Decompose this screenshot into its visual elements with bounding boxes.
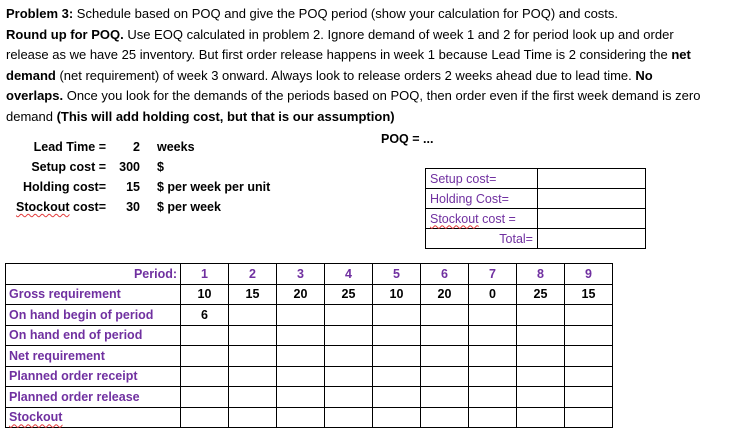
total-cost-cell-value[interactable] (538, 229, 646, 249)
setup-cost-value: 300 (119, 160, 140, 174)
stockout-word: Stockout (430, 211, 479, 226)
table-cell[interactable] (421, 325, 469, 346)
stockout-label-rest: cost= (69, 200, 106, 214)
stockout-cost-unit: $ per week (157, 200, 221, 214)
poq-label: POQ = ... (381, 132, 434, 146)
table-cell[interactable] (517, 325, 565, 346)
table-cell[interactable] (229, 387, 277, 408)
cost-row-setup (426, 169, 646, 189)
cost-row-holding (426, 189, 646, 209)
problem-line-3 (6, 45, 746, 66)
table-cell[interactable] (229, 325, 277, 346)
table-cell[interactable] (373, 366, 421, 387)
problem-text: demand (6, 108, 57, 124)
table-row (6, 346, 613, 367)
stockout-cost-cell-value[interactable] (538, 209, 646, 229)
table-cell[interactable] (517, 346, 565, 367)
table-cell[interactable] (565, 305, 613, 326)
table-cell[interactable]: 15 (229, 284, 277, 305)
row-label (6, 407, 181, 428)
setup-cost-label: Setup cost = (31, 160, 106, 174)
holding-cost-value: 15 (126, 180, 140, 194)
table-cell[interactable] (229, 305, 277, 326)
table-cell[interactable] (517, 305, 565, 326)
problem-bold-text: Round up for POQ. (6, 26, 124, 42)
period-3: 3 (277, 264, 325, 285)
table-cell[interactable]: 25 (517, 284, 565, 305)
table-cell[interactable] (277, 305, 325, 326)
problem-line-1 (6, 4, 746, 25)
table-cell[interactable] (565, 407, 613, 428)
table-cell[interactable] (421, 305, 469, 326)
table-cell[interactable] (469, 305, 517, 326)
table-cell[interactable]: 20 (421, 284, 469, 305)
table-row (6, 305, 613, 326)
table-cell[interactable] (469, 387, 517, 408)
table-cell[interactable] (181, 366, 229, 387)
table-cell[interactable]: 10 (181, 284, 229, 305)
stockout-word: Stockout (16, 200, 70, 214)
cost-row-stockout (426, 209, 646, 229)
table-cell[interactable] (229, 366, 277, 387)
period-6: 6 (421, 264, 469, 285)
table-cell[interactable] (277, 407, 325, 428)
row-label: On hand begin of period (6, 305, 181, 326)
stockout-cost-label (14, 197, 106, 217)
table-cell[interactable]: 20 (277, 284, 325, 305)
problem-bold-text: overlaps. (6, 88, 64, 103)
setup-cost-cell-value[interactable] (538, 169, 646, 189)
table-cell[interactable] (325, 346, 373, 367)
table-cell[interactable] (277, 325, 325, 346)
table-cell[interactable] (565, 325, 613, 346)
table-cell[interactable] (325, 325, 373, 346)
table-cell[interactable] (373, 387, 421, 408)
problem-line-2 (6, 25, 746, 46)
table-cell[interactable] (469, 325, 517, 346)
period-8: 8 (517, 264, 565, 285)
problem-text: Once you look for the demands of the periods based on POQ, then order even if the first week demand is zero (63, 88, 701, 103)
problem-bold-text: net (671, 47, 691, 62)
table-cell[interactable] (565, 346, 613, 367)
table-row (6, 387, 613, 408)
table-cell[interactable]: 25 (325, 284, 373, 305)
table-cell[interactable]: 6 (181, 305, 229, 326)
cost-summary-table (425, 168, 646, 249)
table-cell[interactable] (325, 387, 373, 408)
stockout-label-rest: cost = (478, 211, 516, 226)
problem-statement (6, 4, 746, 127)
problem-text: Schedule based on POQ and give the POQ period (show your calculation for POQ) and costs. (73, 6, 619, 21)
mrp-schedule-table (5, 263, 613, 428)
setup-cost-cell-label: Setup cost= (426, 169, 538, 189)
stockout-cost-value: 30 (126, 200, 140, 214)
table-cell[interactable]: 10 (373, 284, 421, 305)
table-cell[interactable] (469, 346, 517, 367)
table-cell[interactable] (469, 407, 517, 428)
cost-row-total (426, 229, 646, 249)
period-7: 7 (469, 264, 517, 285)
setup-cost-unit: $ (157, 160, 164, 174)
table-cell[interactable] (517, 407, 565, 428)
table-cell[interactable] (181, 325, 229, 346)
table-cell[interactable] (181, 346, 229, 367)
row-label: Planned order receipt (6, 366, 181, 387)
period-label: Period: (6, 264, 181, 285)
row-label: Net requirement (6, 346, 181, 367)
stockout-cost-cell-label (426, 209, 538, 229)
problem-text: release as we have 25 inventory. But first order release happens in week 1 because Lead Time is 2 considering the (6, 47, 672, 62)
row-label: Gross requirement (6, 284, 181, 305)
table-row (6, 407, 613, 428)
table-cell[interactable] (373, 346, 421, 367)
problem-bold-text: (This will add holding cost, but that is our assumption) (56, 108, 395, 124)
problem-line-5 (6, 86, 746, 107)
period-1: 1 (181, 264, 229, 285)
table-cell[interactable] (373, 407, 421, 428)
table-cell[interactable] (229, 407, 277, 428)
problem-line-4 (6, 66, 746, 87)
table-cell[interactable] (277, 387, 325, 408)
table-cell[interactable] (229, 346, 277, 367)
table-cell[interactable] (517, 366, 565, 387)
lead-time-label: Lead Time = (33, 140, 106, 154)
stockout-word: Stockout (9, 410, 63, 425)
period-5: 5 (373, 264, 421, 285)
problem-heading: Problem 3: (6, 6, 74, 21)
problem-line-6 (6, 107, 746, 128)
table-cell[interactable] (325, 305, 373, 326)
problem-text: (net requirement) of week 3 onward. Always look to release orders 2 weeks ahead due to lead time. (55, 67, 636, 83)
holding-cost-cell-value[interactable] (538, 189, 646, 209)
table-cell[interactable] (421, 346, 469, 367)
problem-bold-text: No (635, 67, 653, 83)
table-cell[interactable] (421, 407, 469, 428)
table-cell[interactable] (565, 366, 613, 387)
table-cell[interactable] (277, 366, 325, 387)
table-cell[interactable] (421, 387, 469, 408)
period-4: 4 (325, 264, 373, 285)
period-header-row (6, 264, 613, 285)
period-9: 9 (565, 264, 613, 285)
table-cell[interactable] (517, 387, 565, 408)
table-cell[interactable] (373, 305, 421, 326)
table-row (6, 284, 613, 305)
table-cell[interactable] (325, 407, 373, 428)
lead-time-value: 2 (133, 140, 140, 154)
holding-cost-cell-label: Holding Cost= (426, 189, 538, 209)
table-cell[interactable] (469, 366, 517, 387)
table-cell[interactable]: 15 (565, 284, 613, 305)
row-label: On hand end of period (6, 325, 181, 346)
holding-cost-unit: $ per week per unit (157, 180, 271, 194)
table-cell[interactable] (181, 407, 229, 428)
problem-text: Use EOQ calculated in problem 2. Ignore demand of week 1 and 2 for period look up and order (123, 26, 674, 42)
table-cell[interactable] (325, 366, 373, 387)
total-cost-cell-label: Total= (426, 229, 538, 249)
holding-cost-label: Holding cost= (23, 180, 106, 194)
table-cell[interactable] (373, 325, 421, 346)
period-2: 2 (229, 264, 277, 285)
table-cell[interactable] (181, 387, 229, 408)
problem-bold-text: demand (6, 67, 56, 83)
table-cell[interactable] (565, 387, 613, 408)
table-row (6, 325, 613, 346)
table-row (6, 366, 613, 387)
table-cell[interactable]: 0 (469, 284, 517, 305)
lead-time-unit: weeks (157, 140, 195, 154)
table-cell[interactable] (277, 346, 325, 367)
table-cell[interactable] (421, 366, 469, 387)
row-label: Planned order release (6, 387, 181, 408)
